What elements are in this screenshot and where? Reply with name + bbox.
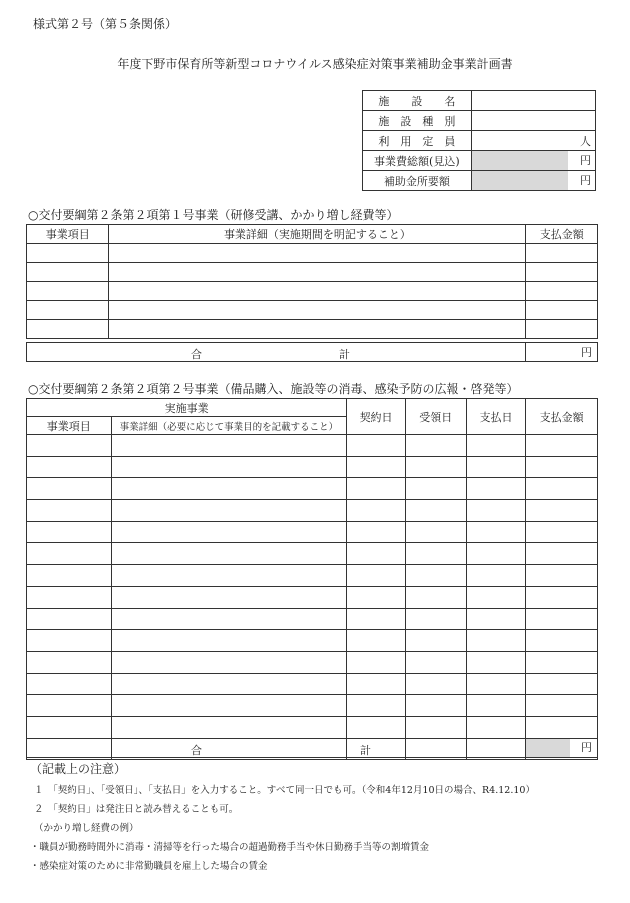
input-cell[interactable] <box>347 716 406 738</box>
header-detail: 事業詳細（実施期間を明記すること） <box>109 225 526 244</box>
input-cell[interactable] <box>405 608 466 630</box>
input-cell[interactable] <box>405 565 466 587</box>
input-cell[interactable] <box>111 651 347 673</box>
input-cell[interactable] <box>405 651 466 673</box>
table-row <box>27 586 598 608</box>
facility-info-table <box>362 90 596 191</box>
input-cell[interactable] <box>111 673 347 695</box>
subsidy-amount-field[interactable] <box>471 171 595 191</box>
table-row <box>27 320 598 339</box>
header-received-date: 受領日 <box>405 399 466 435</box>
input-cell[interactable] <box>466 695 526 717</box>
input-cell[interactable] <box>466 608 526 630</box>
info-label: 補助金所要額 <box>363 171 472 191</box>
table-row <box>27 301 598 320</box>
section1-table <box>26 224 598 339</box>
input-cell[interactable] <box>526 500 598 522</box>
input-cell[interactable] <box>27 320 109 339</box>
table-row <box>27 695 598 717</box>
input-cell[interactable] <box>27 673 112 695</box>
notes-heading: （記載上の注意） <box>30 762 127 776</box>
input-cell[interactable] <box>405 716 466 738</box>
input-cell[interactable] <box>466 543 526 565</box>
input-cell[interactable] <box>526 651 598 673</box>
input-cell[interactable] <box>526 282 598 301</box>
input-cell[interactable] <box>526 543 598 565</box>
table-row <box>27 651 598 673</box>
info-row-facility-type <box>363 111 596 131</box>
total-label-right: 計 <box>339 348 350 361</box>
input-cell[interactable] <box>27 586 112 608</box>
input-cell[interactable] <box>27 565 112 587</box>
section2-total-table <box>26 738 598 758</box>
shaded-cell <box>472 151 568 170</box>
input-cell[interactable] <box>347 695 406 717</box>
input-cell[interactable] <box>526 716 598 738</box>
input-cell[interactable] <box>27 263 109 282</box>
input-cell[interactable] <box>405 500 466 522</box>
input-cell[interactable] <box>109 244 526 263</box>
facility-type-field[interactable] <box>471 111 595 131</box>
input-cell[interactable] <box>466 630 526 652</box>
input-cell[interactable] <box>405 695 466 717</box>
input-cell[interactable] <box>27 478 112 500</box>
info-row-capacity <box>363 131 596 151</box>
info-row-total-cost <box>363 151 596 171</box>
input-cell[interactable] <box>466 586 526 608</box>
input-cell[interactable] <box>526 244 598 263</box>
input-cell[interactable] <box>526 320 598 339</box>
input-cell[interactable] <box>526 608 598 630</box>
input-cell[interactable] <box>27 435 112 457</box>
info-label: 施 設 名 <box>363 91 472 111</box>
input-cell[interactable] <box>405 435 466 457</box>
input-cell[interactable] <box>347 543 406 565</box>
section2-total-amount[interactable] <box>526 739 598 758</box>
table-row <box>27 608 598 630</box>
input-cell[interactable] <box>109 301 526 320</box>
shaded-cell <box>472 171 568 190</box>
table-row <box>27 478 598 500</box>
section1-total-amount[interactable]: 円 <box>526 343 598 362</box>
input-cell[interactable] <box>111 521 347 543</box>
input-cell[interactable] <box>405 521 466 543</box>
note-item: １ 「契約日」、「受領日」、「支払日」を入力すること。すべて同一日でも可。（令和4年12月10日の場合、R4.12.10） <box>34 785 535 796</box>
header-amount: 支払金額 <box>526 399 598 435</box>
info-label: 事業費総額(見込) <box>363 151 472 171</box>
header-payment-date: 支払日 <box>466 399 526 435</box>
input-cell[interactable] <box>111 716 347 738</box>
table-row <box>27 244 598 263</box>
note-item: （かかり増し経費の例） <box>34 823 139 834</box>
input-cell[interactable] <box>466 521 526 543</box>
table-row <box>27 435 598 457</box>
yen-unit: 円 <box>580 154 591 167</box>
section1-total-row <box>27 343 598 362</box>
input-cell[interactable] <box>526 673 598 695</box>
section1-header-row <box>27 225 598 244</box>
input-cell[interactable] <box>526 263 598 282</box>
input-cell[interactable] <box>347 500 406 522</box>
table-row <box>27 263 598 282</box>
input-cell[interactable] <box>405 630 466 652</box>
table-row <box>27 716 598 738</box>
input-cell[interactable] <box>347 456 406 478</box>
section2-heading: ○交付要綱第２条第２項第２号事業（備品購入、施設等の消毒、感染予防の広報・啓発等） <box>28 382 519 396</box>
capacity-field[interactable]: 人 <box>471 131 595 151</box>
input-cell[interactable] <box>111 456 347 478</box>
input-cell[interactable] <box>347 521 406 543</box>
total-label-right: 計 <box>360 744 371 757</box>
input-cell[interactable] <box>27 651 112 673</box>
input-cell[interactable] <box>27 456 112 478</box>
table-row <box>27 521 598 543</box>
input-cell[interactable] <box>526 630 598 652</box>
input-cell[interactable] <box>526 565 598 587</box>
info-label: 施 設 種 別 <box>363 111 472 131</box>
input-cell[interactable] <box>466 456 526 478</box>
total-label-left: 合 <box>191 744 202 757</box>
shaded-cell <box>526 739 570 757</box>
input-cell[interactable] <box>111 630 347 652</box>
yen-unit: 円 <box>580 174 591 187</box>
input-cell[interactable] <box>466 651 526 673</box>
header-contract-date: 契約日 <box>347 399 406 435</box>
input-cell[interactable] <box>111 586 347 608</box>
section2-group-header-row <box>27 399 598 417</box>
input-cell[interactable] <box>526 695 598 717</box>
input-cell[interactable] <box>526 456 598 478</box>
input-cell[interactable] <box>27 244 109 263</box>
input-cell[interactable] <box>526 478 598 500</box>
input-cell[interactable] <box>109 282 526 301</box>
input-cell[interactable] <box>466 478 526 500</box>
input-cell[interactable] <box>347 586 406 608</box>
total-cost-field[interactable] <box>471 151 595 171</box>
input-cell[interactable] <box>111 500 347 522</box>
table-row <box>27 500 598 522</box>
header-detail: 事業詳細（必要に応じて事業目的を記載すること） <box>111 417 347 435</box>
input-cell[interactable] <box>526 586 598 608</box>
input-cell[interactable] <box>526 301 598 320</box>
table-row <box>27 456 598 478</box>
input-cell[interactable] <box>347 673 406 695</box>
note-item: ・職員が勤務時間外に消毒・清掃等を行った場合の超過勤務手当や休日勤務手当等の割増賃金 <box>30 842 430 853</box>
input-cell[interactable] <box>405 673 466 695</box>
info-row-facility-name <box>363 91 596 111</box>
input-cell[interactable] <box>27 630 112 652</box>
input-cell[interactable] <box>526 521 598 543</box>
input-cell[interactable] <box>27 301 109 320</box>
input-cell[interactable] <box>111 565 347 587</box>
input-cell[interactable] <box>111 695 347 717</box>
input-cell[interactable] <box>111 543 347 565</box>
input-cell[interactable] <box>466 435 526 457</box>
input-cell[interactable] <box>405 543 466 565</box>
total-label-cell <box>27 343 526 362</box>
info-label: 利 用 定 員 <box>363 131 472 151</box>
input-cell[interactable] <box>347 565 406 587</box>
input-cell[interactable] <box>466 673 526 695</box>
input-cell[interactable] <box>27 608 112 630</box>
header-amount: 支払金額 <box>526 225 598 244</box>
input-cell[interactable] <box>111 608 347 630</box>
table-row <box>27 673 598 695</box>
input-cell[interactable] <box>109 263 526 282</box>
note-item: ２ 「契約日」は発注日と読み替えることも可。 <box>34 804 239 815</box>
input-cell[interactable] <box>27 282 109 301</box>
input-cell[interactable] <box>405 478 466 500</box>
section2-table <box>26 398 598 760</box>
header-item: 事業項目 <box>27 225 109 244</box>
input-cell[interactable] <box>347 651 406 673</box>
input-cell[interactable] <box>347 630 406 652</box>
total-label-cell <box>27 739 526 758</box>
input-cell[interactable] <box>466 565 526 587</box>
input-cell[interactable] <box>347 435 406 457</box>
yen-unit: 円 <box>581 741 592 754</box>
input-cell[interactable] <box>526 435 598 457</box>
form-label: 様式第２号（第５条関係） <box>33 17 178 31</box>
section2-total-row <box>27 739 598 758</box>
input-cell[interactable] <box>347 608 406 630</box>
facility-name-field[interactable] <box>471 91 595 111</box>
section1-total-table <box>26 342 598 362</box>
input-cell[interactable] <box>27 695 112 717</box>
input-cell[interactable] <box>466 716 526 738</box>
header-group-implementation: 実施事業 <box>27 399 347 417</box>
notes-section <box>30 760 620 870</box>
info-row-subsidy <box>363 171 596 191</box>
input-cell[interactable] <box>347 478 406 500</box>
table-row <box>27 565 598 587</box>
input-cell[interactable] <box>27 500 112 522</box>
input-cell[interactable] <box>466 500 526 522</box>
total-label-left: 合 <box>191 348 202 361</box>
input-cell[interactable] <box>109 320 526 339</box>
input-cell[interactable] <box>405 456 466 478</box>
input-cell[interactable] <box>27 521 112 543</box>
header-item: 事業項目 <box>27 417 112 435</box>
input-cell[interactable] <box>27 543 112 565</box>
input-cell[interactable] <box>27 716 112 738</box>
table-row <box>27 543 598 565</box>
section1-heading: ○交付要綱第２条第２項第１号事業（研修受講、かかり増し経費等） <box>28 208 399 222</box>
table-row <box>27 282 598 301</box>
page-title: 年度下野市保育所等新型コロナウイルス感染症対策事業補助金事業計画書 <box>117 57 513 71</box>
note-item: ・感染症対策のために非常勤職員を雇上した場合の賃金 <box>30 861 268 872</box>
input-cell[interactable] <box>405 586 466 608</box>
input-cell[interactable] <box>111 435 347 457</box>
input-cell[interactable] <box>111 478 347 500</box>
table-row <box>27 630 598 652</box>
